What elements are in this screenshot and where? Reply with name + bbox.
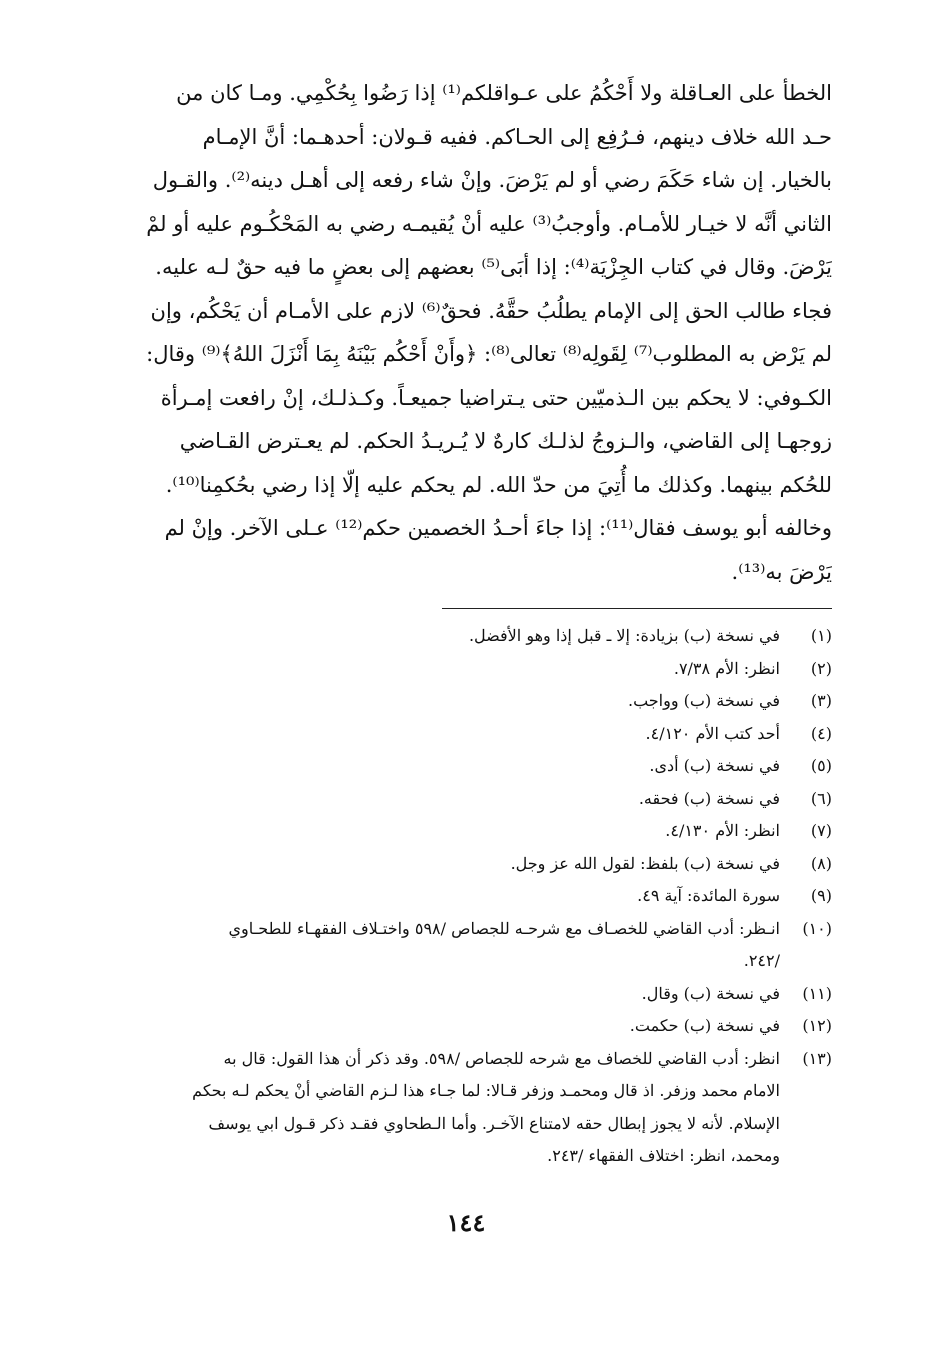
footnote-line: الامام محمد وزفر. اذ قال ومحمـد وزفر قـالا: لما جـاء هذا لـزم القاضي أنْ يحكم لـه بحكم (192, 1081, 780, 1100)
footnote-number: (٥) (810, 756, 832, 775)
footnote-5 (110, 750, 832, 783)
footnote-8 (110, 848, 832, 881)
footnote-number: (١١) (802, 983, 832, 1003)
footnote-3 (110, 685, 832, 718)
footnote-line: انظر: أدب القاضي للخصاف مع شرحه للجصاص /٥٩٨. وقد ذكر أن هذا القول: قال به (223, 1048, 780, 1068)
main-text-line: الكـوفي: لا يحكم بين الـذميّين حتى يـتراضيا جميعـاً. وكـذلـك، إنْ رافعت إمـرأة (160, 385, 832, 410)
main-text-line: الخطأ على العـاقلة ولا أَحْكُمُ على عـواقلكم⁽¹⁾ إذا رَضُوا بِحُكْمِي. ومـا كان من (176, 81, 832, 105)
footnote-7 (110, 815, 832, 848)
footnote-line: في نسخة (ب) حكمت. (629, 1016, 780, 1035)
footnote-number: (٩) (810, 886, 832, 905)
footnote-11 (110, 978, 832, 1011)
footnote-text (110, 718, 780, 751)
footnote-text (110, 653, 780, 686)
footnote-number: (٣) (810, 691, 832, 710)
main-text-line: بالخيار. إن شاء حَكَمَ رضي أو لم يَرْضَ. وإنْ شاء رفعه إلى أهـل دينه⁽²⁾. والقـول (152, 168, 832, 192)
footnote-line: أحد كتب الأم ٤/١٢٠. (645, 723, 780, 743)
footnote-line: في نسخة (ب) بلفظ: لقول الله عز وجل. (510, 853, 780, 873)
footnote-line: انظر: الأم ٧/٣٨. (673, 658, 780, 678)
footnote-4 (110, 718, 832, 751)
footnote-6 (110, 783, 832, 816)
footnote-9 (110, 880, 832, 913)
footnote-text (110, 1043, 780, 1173)
footnote-number: (٨) (810, 853, 832, 873)
footnote-line: في نسخة (ب) وقال. (641, 983, 780, 1003)
footnote-1 (110, 620, 832, 653)
footnote-text (110, 913, 780, 978)
main-text-line: للحُكم بينهما. وكذلك ما أُتِيَ من حدّ الله. لم يحكم عليه إلّا إذا رضي بحُكمِنا⁽¹⁰⁾. (165, 472, 832, 497)
main-text-line: حـد الله خلاف دينهم، فـرُفِع إلى الحـاكم. ففيه قـولان: أحدهـما: أنَّ الإمـام (202, 124, 832, 149)
footnote-text (110, 848, 780, 881)
footnote-text (110, 880, 780, 913)
footnote-line: في نسخة (ب) بزيادة: إلا ـ قبل إذا وهو الأفضل. (468, 626, 780, 645)
footnote-10 (110, 913, 832, 978)
footnote-line: /٢٤٢. (743, 951, 780, 970)
footnote-number: (٦) (810, 788, 832, 808)
footnote-line: ومحمد، انظر: اختلاف الفقهاء /٢٤٣. (547, 1146, 780, 1165)
footnote-line: في نسخة (ب) فحقه. (638, 788, 780, 808)
footnote-text (110, 783, 780, 816)
footnote-text (110, 1010, 780, 1043)
page-number: ١٤٤ (446, 1208, 486, 1237)
main-text-line: يَرْضَ به⁽¹³⁾. (731, 559, 832, 584)
main-text-line: لم يَرْض به المطلوب⁽⁷⁾ لِقَولِه⁽⁸⁾ تعالى⁽⁸⁾: ﴿وأَنْ أَحْكُم بَيْنَهُ بِمَا أَنْزَلَ اللهُ﴾⁽⁹⁾ وقال: (146, 342, 832, 366)
footnote-13 (110, 1043, 832, 1173)
footnote-number: (١) (810, 626, 832, 645)
footnote-line: انظر: الأم ٤/١٣٠. (665, 821, 780, 840)
footnote-line: انـظر: أدب القاضي للخصـاف مع شرحـه للجصاص /٥٩٨ واختـلاف الفقهـاء للطحـاوي (228, 918, 780, 938)
footnote-line: الإسلام. لأنه لا يجوز إبطال حقه لامتناع الآخـر. وأما الـطحاوي فقـد ذكر قـول ابي يوسف (208, 1113, 780, 1133)
footnote-2 (110, 653, 832, 686)
footnote-line: في نسخة (ب) أدى. (649, 756, 780, 775)
footnote-text (110, 620, 780, 653)
footnote-number: (٧) (810, 821, 832, 840)
footnote-line: سورة المائدة: آية ٤٩. (637, 886, 780, 905)
footnote-number: (١٢) (802, 1016, 832, 1035)
footnote-12 (110, 1010, 832, 1043)
footnote-text (110, 815, 780, 848)
footnotes-list (110, 620, 832, 1173)
footnote-separator (442, 608, 832, 609)
footnote-number: (٤) (810, 723, 832, 743)
footnote-number: (١٣) (802, 1048, 832, 1068)
main-text-line: وخالفه أبو يوسف فقال⁽¹¹⁾: إذا جاءَ أحـدُ الخصمين حكم⁽¹²⁾ عـلى الآخر. وإنْ لم (164, 516, 832, 540)
footnote-text (110, 978, 780, 1011)
main-text-line: فجاء طالب الحق إلى الإمام يطلُبُ حقَّهُ. فحقٌ⁽⁶⁾ لازم على الأمـام أن يَحْكُم، وإن (150, 298, 832, 323)
main-text-line: زوجهـا إلى القاضي، والـزوجُ لذلـك كارهٌ لا يُـريـدُ الحكم. لم يعـترض القـاضي (179, 429, 832, 453)
footnote-text (110, 750, 780, 783)
main-text-body (100, 72, 832, 594)
footnote-line: في نسخة (ب) وواجب. (627, 691, 780, 710)
footnote-number: (٢) (810, 658, 832, 678)
main-text-line: يَرْضَ. وقال في كتاب الجِزْيَة⁽⁴⁾: إذا أبَى⁽⁵⁾ بعضهم إلى بعضٍ ما فيه حقٌ لـه عليه. (155, 255, 832, 279)
main-text-line: الثاني أنَّه لا خيـار للأمـام. وأوجبُ⁽³⁾ عليه أنْ يُقيمـه رضي به المَحْكُـوم عليه أو لمْ (146, 211, 832, 236)
footnote-text (110, 685, 780, 718)
footnote-number: (١٠) (802, 918, 832, 938)
